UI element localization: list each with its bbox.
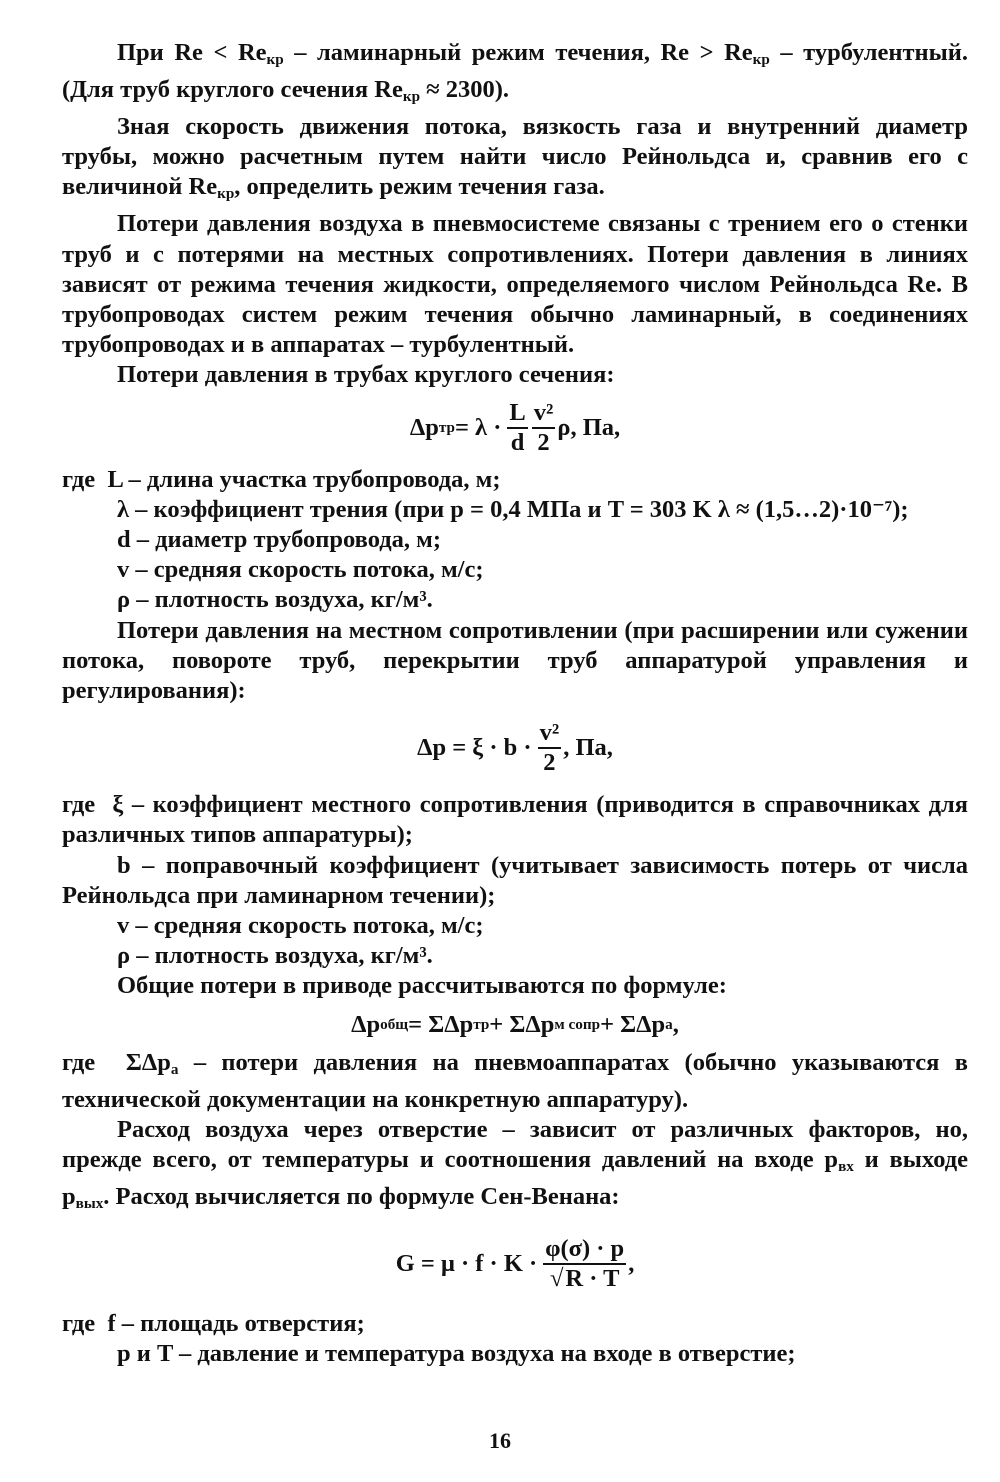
page-number: 16: [489, 1428, 511, 1453]
definition-item: где f – площадь отверстия;: [62, 1310, 365, 1338]
formula-local-resistance: Δp = ξ · b · $\frac{\text{v²}}{2}$ , Па,: [417, 719, 613, 777]
fraction-flow: $\frac{\varphi(\sigma) \cdot p}{√R \cdot T}$: [545, 1235, 625, 1293]
definition-item: v – средняя скорость потока, м/с;: [117, 912, 484, 940]
definition-item: где L – длина участка трубопровода, м;: [62, 465, 501, 493]
definition-item: ρ – плотность воздуха, кг/м³.: [117, 586, 433, 614]
paragraph-reynolds-regimes: При $Re < Re_{кр}$ – ламинарный режим течения, $Re > Re_{кр}$ – турбулентный. (Для труб круглого сечения $Re_{кр} \approx 2300$).: [62, 39, 968, 105]
page-body: [62, 38, 968, 1369]
formula-total-losses: Δp общ = ΣΔp тр + ΣΔp м сопр + ΣΔp а ,: [351, 1010, 679, 1038]
definition-item: где ξ – коэффициент местного сопротивления (приводится в справочниках для различных типов аппаратуры);: [62, 791, 968, 849]
paragraph-reynolds-calc: Зная скорость движения потока, вязкость газа и внутренний диаметр трубы, можно расчетным путем найти число Рейнольдса и, сравнив его с величиной $Re_{кр}$, определить режим течения газа.: [62, 113, 968, 203]
definition-item: v – средняя скорость потока, м/с;: [117, 556, 484, 584]
paragraph-total-losses: Общие потери в приводе рассчитываются по формуле:: [117, 972, 727, 1000]
fraction-v2-over-2: $\frac{\text{v²}}{2}$: [539, 719, 560, 777]
definition-item: p и T – давление и температура воздуха на входе в отверстие;: [117, 1340, 796, 1368]
definition-item: b – поправочный коэффициент (учитывает зависимость потерь от числа Рейнольдса при ламинарном течении);: [62, 851, 968, 909]
paragraph-air-flow: Расход воздуха через отверстие – зависит от различных факторов, но, прежде всего, от температуры и соотношения давлений на входе $p_{вх}$ и выходе $p_{вых}$. Расход вычисляется по формуле Сен-Венана:: [62, 1115, 969, 1212]
formula-pipe-friction: Δp тр = λ · $\frac{L}{d}$ $\frac{\text{v²}}{2}$ ρ, Па,: [409, 398, 621, 456]
paragraph-pressure-losses: Потери давления воздуха в пневмосистеме связаны с трением его о стенки труб и с потерями на местных сопротивлениях. Потери давления в линиях зависят от режима течения жидкости, определяемого числом Рейнольдса Re. В трубопроводах систем режим течения обычно ламинарный, в соединениях трубопроводах и в аппаратах – турбулентный.: [62, 210, 968, 359]
formula-saint-venant: G = μ · f · K · $\frac{\varphi(\sigma) \cdot p}{√R \cdot T}$ ,: [395, 1235, 635, 1293]
definition-item: λ – коэффициент трения (при p = 0,4 МПа и T = 303 K λ ≈ (1,5…2)·10⁻⁷);: [117, 495, 909, 523]
definition-item: где ΣΔp$_а$ – потери давления на пневмоаппаратах (обычно указываются в технической документации на конкретную аппаратуру).: [62, 1048, 968, 1113]
definition-item: d – диаметр трубопровода, м;: [117, 526, 442, 554]
fraction-l-over-d: $\frac{L}{d}$: [509, 398, 526, 456]
fraction-v2-over-2: $\frac{\text{v²}}{2}$: [533, 398, 554, 456]
definition-item: ρ – плотность воздуха, кг/м³.: [117, 942, 433, 970]
paragraph-local-resistance: Потери давления на местном сопротивлении (при расширении или сужении потока, повороте труб, перекрытии труб аппаратурой управления и регулирования):: [62, 616, 968, 705]
paragraph-round-pipe-losses: Потери давления в трубах круглого сечения:: [117, 361, 615, 389]
